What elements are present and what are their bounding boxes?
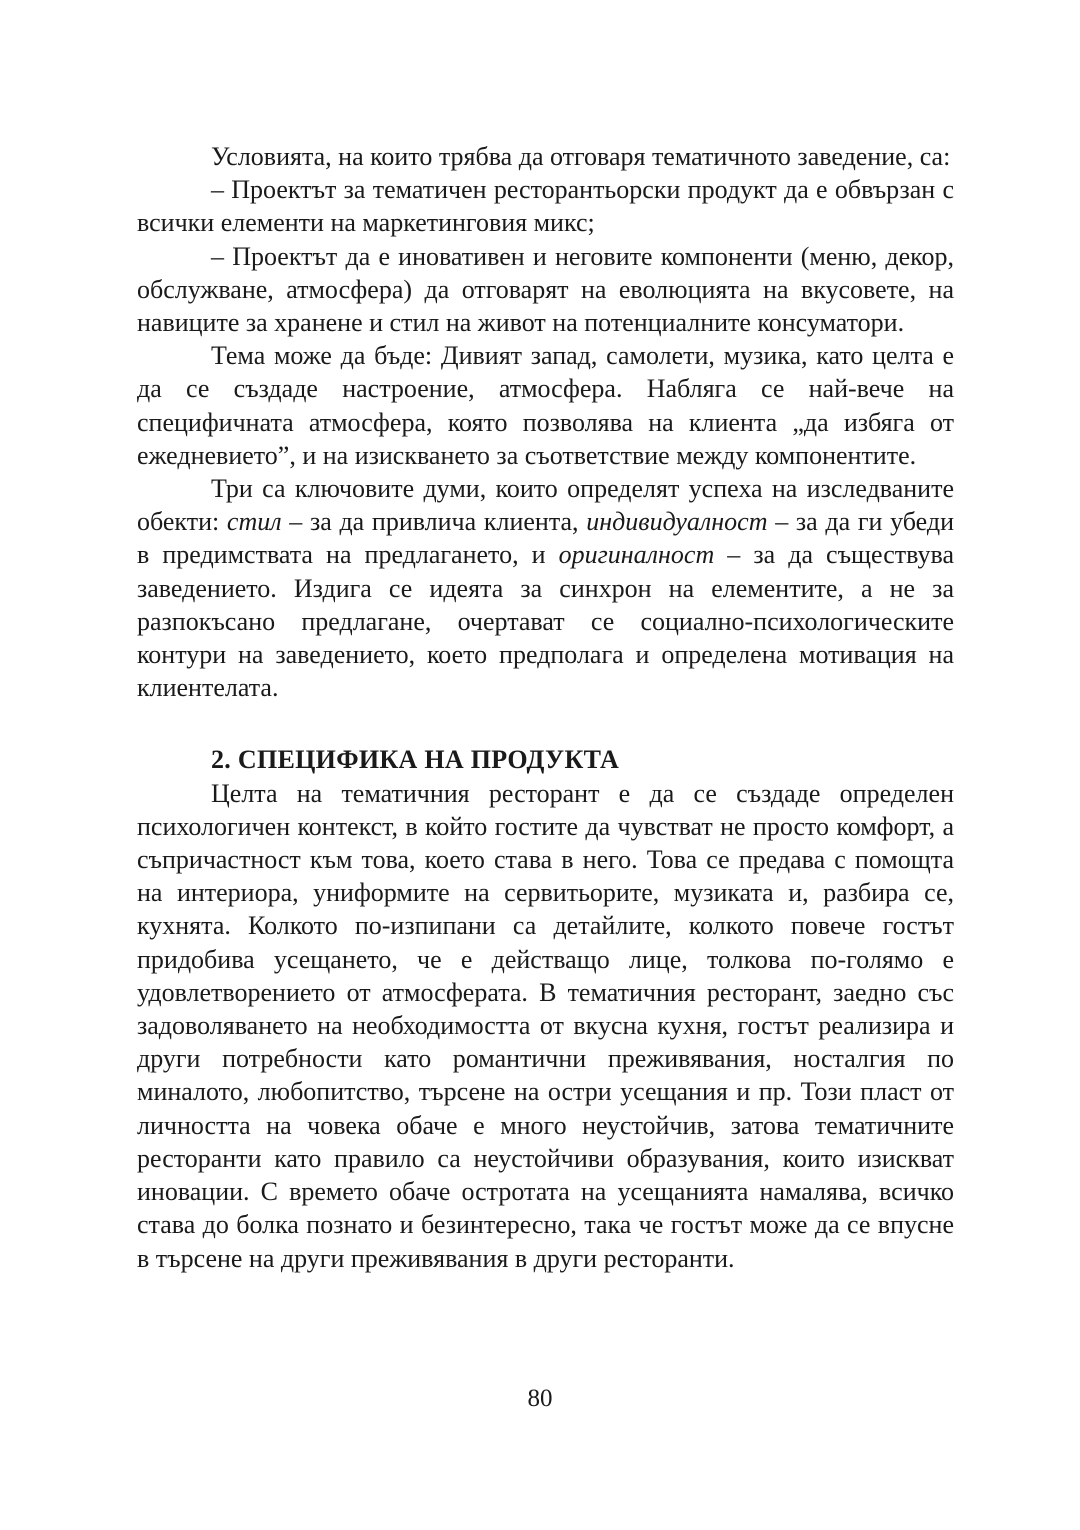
section-heading: 2. СПЕЦИФИКА НА ПРОДУКТА: [211, 745, 620, 775]
paragraph-marketing-mix: – Проектът за тематичен ресторантьорски продукт да е обвързан с всички елементи на маркетинговия микс;: [137, 175, 954, 238]
paragraph-innovative: – Проектът да е иновативен и неговите компоненти (меню, декор, обслужване, атмосфера) да отговарят на еволюцията на вкусовете, на навиците за хранене и стил на живот на потенциалните консуматори.: [137, 241, 954, 338]
keyword-originality: оригиналност: [558, 540, 715, 570]
page-number: 80: [527, 1385, 553, 1412]
keyword-style: стил: [226, 507, 282, 537]
keywords-text-2: – за да привлича клиента,: [281, 507, 587, 537]
keywords-text-4: – за да съществува заведението. Издига се идеята за синхрон на елементите, а не за разпокъсано предлагане, очертават се социално-психологическите контури на заведението, което предполага и определена мотивация на клиентелата.: [137, 540, 954, 703]
paragraph-theme: Тема може да бъде: Дивият запад, самолети, музика, като целта е да се създаде настроение, атмосфера. Набляга се най-вече на специфичната атмосфера, която позволява на клиента „да избяга от ежедневието”, и на изискването за съответствие между компонентите.: [137, 341, 954, 470]
paragraph-product-specifics: Целта на тематичния ресторант е да се създаде определен психологичен контекст, в който гостите да чувстват не просто комфорт, а съпричастност към това, което става в него. Това се предава с помощта на интериора, униформите на сервитьорите, музиката и, разбира се, кухнята. Колкото по-изпипани са детайлите, колкото повече гостът придобива усещането, че е действащо лице, толкова по-голямо е удовлетворението от атмосферата. В тематичния ресторант, заедно със задоволяването на необходимостта от вкусна кухня, гостът реализира и други потребности като романтични преживявания, носталгия по миналото, любопитство, търсене на остри усещания и пр. Този пласт от личността на човека обаче е много неустойчив, затова тематичните ресторанти като правило са неустойчиви образувания, които изискват иновации. С времето обаче остротата на усещанията намалява, всичко става до болка познато и безинтересно, така че гостът може да се впусне в търсене на други преживявания в други ресторанти.: [137, 778, 954, 1273]
paragraph-keywords: [137, 472, 954, 704]
body-text: [137, 140, 954, 1275]
paragraph-conditions: Условията, на които трябва да отговаря тематичното заведение, са:: [211, 142, 951, 171]
keywords-text-1: Три са ключовите думи, които определят успеха на изследваните обекти:: [137, 474, 954, 537]
keyword-individuality: индивидуалност: [586, 507, 768, 537]
keywords-text-3: – за да ги убеди в предимствата на предлагането, и: [137, 507, 954, 570]
